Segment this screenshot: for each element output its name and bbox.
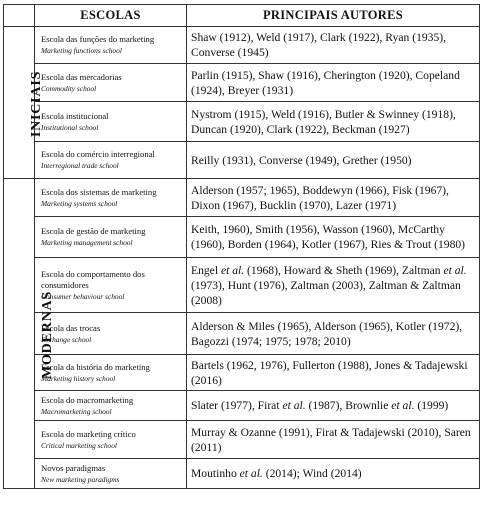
authors-cell: Murray & Ozanne (1991), Firat & Tadajewski (2010), Saren (2011) — [187, 421, 480, 459]
school-cell — [35, 421, 187, 459]
authors-cell: Alderson & Miles (1965), Alderson (1965), Kotler (1972), Bagozzi (1974; 1975; 1978; 2010) — [187, 313, 480, 355]
group-label-text: MODERNAS — [40, 290, 56, 379]
school-name: Escola do macromarketing — [41, 394, 134, 405]
school-name: Escola das funções do marketing — [41, 34, 155, 44]
school-cell — [35, 258, 187, 313]
school-name-english: Marketing functions school — [41, 46, 122, 55]
school-name: Escola do comércio interregional — [41, 149, 155, 159]
school-name-english: Critical marketing school — [41, 440, 117, 450]
header-authors: PRINCIPAIS AUTORES — [187, 5, 480, 27]
school-name-english: Exchange school — [41, 334, 92, 344]
school-cell — [35, 391, 187, 421]
table-row — [4, 102, 480, 142]
group-label-iniciais — [4, 27, 45, 179]
table-row — [4, 355, 480, 391]
school-name: Escola do marketing crítico — [41, 428, 136, 439]
school-name: Escola institucional — [41, 110, 109, 121]
authors-cell: Engel et al. (1968), Howard & Sheth (1969), Zaltman et al. (1973), Hunt (1976), Zaltman (2003), Zaltman & Zaltman (2008) — [187, 258, 480, 313]
school-name-english: Commodity school — [41, 83, 97, 93]
school-cell — [35, 459, 187, 489]
group-label-modernas — [4, 179, 56, 489]
table-row — [4, 179, 480, 217]
school-name-english: Institutional school — [41, 122, 99, 132]
school-name: Escola da história do marketing — [41, 361, 150, 372]
authors-cell: Slater (1977), Firat et al. (1987), Brownlie et al. (1999) — [187, 391, 480, 421]
authors-cell: Alderson (1957; 1965), Boddewyn (1966), Fisk (1967), Dixon (1967), Bucklin (1970), Lazer (1971) — [187, 179, 480, 217]
table-row — [4, 391, 480, 421]
authors-cell: Moutinho et al. (2014); Wind (2014) — [187, 459, 480, 489]
authors-cell: Reilly (1931), Converse (1949), Grether (1950) — [187, 142, 480, 179]
school-cell — [35, 355, 187, 391]
school-name-english: Macromarketing school — [41, 406, 112, 416]
table-row — [4, 313, 480, 355]
school-name: Novos paradigmas — [41, 462, 106, 473]
header-schools: ESCOLAS — [35, 5, 187, 27]
table-row — [4, 217, 480, 258]
header-blank-cell — [4, 5, 35, 27]
school-cell — [35, 64, 187, 102]
table-row — [4, 142, 480, 179]
table-row — [4, 64, 480, 102]
school-name: Escola dos sistemas de marketing — [41, 186, 157, 197]
table-row — [4, 27, 480, 64]
school-name-english: New marketing paradigms — [41, 474, 120, 484]
school-cell — [35, 217, 187, 258]
school-name-english: Interregional trade school — [41, 161, 119, 170]
header-row — [4, 5, 480, 27]
school-name-english: Marketing history school — [41, 373, 116, 383]
school-name: Escola das trocas — [41, 322, 101, 333]
authors-cell: Bartels (1962, 1976), Fullerton (1988), Jones & Tadajewski (2016) — [187, 355, 480, 391]
authors-cell: Shaw (1912), Weld (1917), Clark (1922), Ryan (1935), Converse (1945) — [187, 27, 480, 64]
school-name-english: Marketing systems school — [41, 198, 118, 208]
school-name-english: Consumer behaviour school — [41, 291, 125, 301]
authors-cell: Nystrom (1915), Weld (1916), Butler & Swinney (1918), Duncan (1920), Clark (1922), Beckman (1927) — [187, 102, 480, 142]
school-name: Escola do comportamento dos consumidores — [41, 268, 145, 290]
table-row — [4, 421, 480, 459]
school-cell — [35, 179, 187, 217]
authors-cell: Parlin (1915), Shaw (1916), Cherington (1920), Copeland (1924), Breyer (1931) — [187, 64, 480, 102]
school-cell — [35, 102, 187, 142]
school-name: Escola de gestão de marketing — [41, 226, 146, 236]
table-row — [4, 258, 480, 313]
table-row — [4, 459, 480, 489]
school-cell — [35, 313, 187, 355]
group-label-text: INICIAIS — [29, 70, 45, 137]
school-cell — [35, 27, 187, 64]
authors-cell: Keith, 1960), Smith (1956), Wasson (1960), McCarthy (1960), Borden (1964), Kotler (1967), Ries & Trout (1980) — [187, 217, 480, 258]
school-cell — [35, 142, 187, 179]
school-name-english: Marketing management school — [41, 238, 133, 247]
school-name: Escola das mercadorias — [41, 71, 122, 82]
schools-authors-table — [3, 4, 480, 489]
